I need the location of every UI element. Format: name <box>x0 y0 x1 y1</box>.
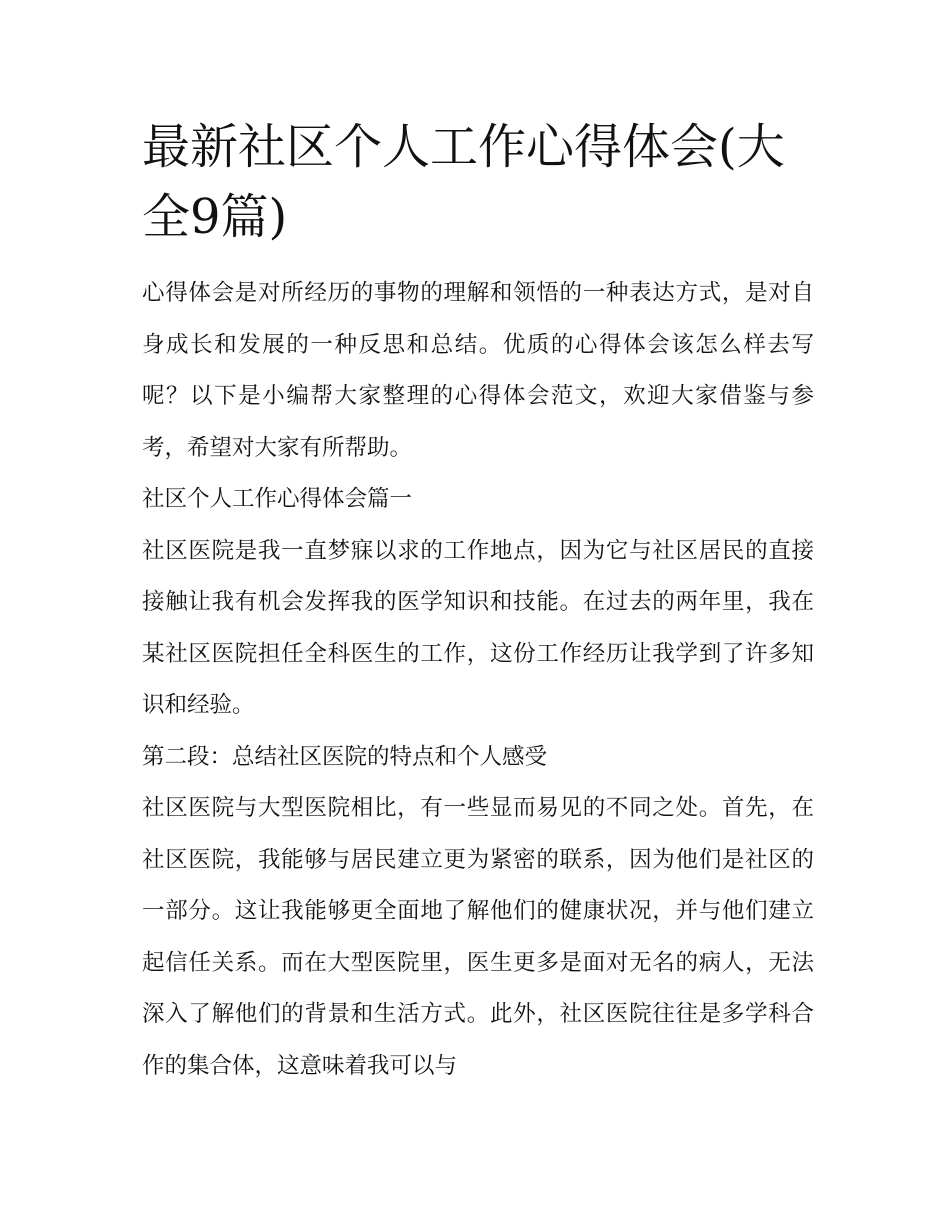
document-title: 最新社区个人工作心得体会(大全9篇) <box>142 119 785 245</box>
section-heading-1: 社区个人工作心得体会篇一 <box>142 486 413 512</box>
section-paragraph-2: 社区医院与大型医院相比，有一些显而易见的不同之处。首先，在社区医院，我能够与居民建立更为紧密的联系，因为他们是社区的一部分。这让我能够更全面地了解他们的健康状况，并与他们建立起信任关系。而在大型医院里，医生更多是面对无名的病人，无法深入了解他们的背景和生活方式。此外，社区医院往往是多学科合作的集合体，这意味着我可以与 <box>142 795 814 1079</box>
intro-paragraph: 心得体会是对所经历的事物的理解和领悟的一种表达方式，是对自身成长和发展的一种反思和总结。优质的心得体会该怎么样去写呢？以下是小编帮大家整理的心得体会范文，欢迎大家借鉴与参考，希望对大家有所帮助。 <box>142 280 814 461</box>
section-paragraph-1: 社区医院是我一直梦寐以求的工作地点，因为它与社区居民的直接接触让我有机会发挥我的医学知识和技能。在过去的两年里，我在某社区医院担任全科医生的工作，这份工作经历让我学到了许多知识和经验。 <box>142 537 814 718</box>
document-page <box>142 112 814 1092</box>
section-heading-2: 第二段：总结社区医院的特点和个人感受 <box>142 743 548 770</box>
